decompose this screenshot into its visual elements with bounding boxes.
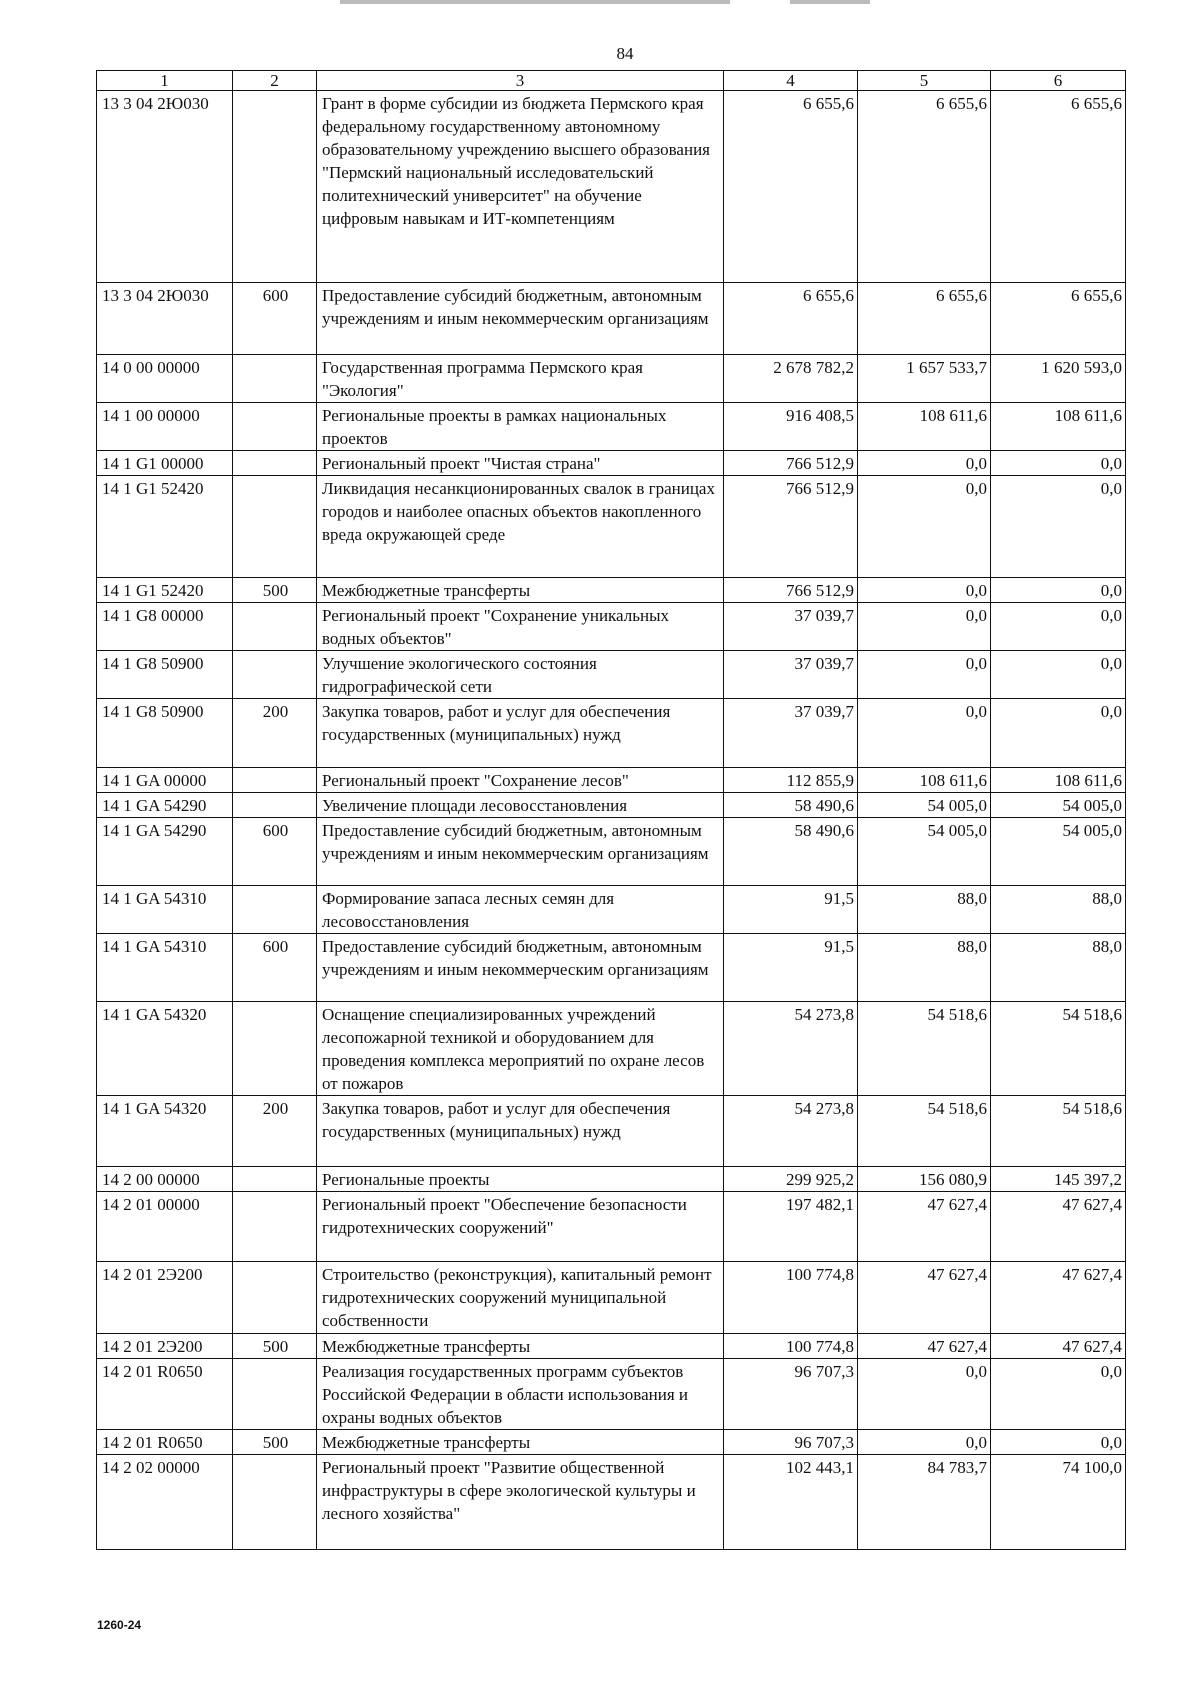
table-row bbox=[97, 603, 1126, 651]
row-value-col6: 47 627,4 bbox=[991, 1262, 1126, 1334]
row-expense-type bbox=[233, 1192, 317, 1262]
row-code: 14 2 01 2Э200 bbox=[97, 1262, 233, 1334]
row-value-col6: 6 655,6 bbox=[991, 91, 1126, 283]
row-value-col6: 0,0 bbox=[991, 603, 1126, 651]
table-row bbox=[97, 476, 1126, 578]
table-row bbox=[97, 886, 1126, 934]
row-name: Увеличение площади лесовосстановления bbox=[317, 793, 724, 818]
row-code: 14 1 GA 54320 bbox=[97, 1096, 233, 1167]
row-value-col6: 145 397,2 bbox=[991, 1167, 1126, 1192]
row-expense-type bbox=[233, 768, 317, 793]
row-expense-type: 500 bbox=[233, 1334, 317, 1359]
row-expense-type: 600 bbox=[233, 934, 317, 1002]
row-value-col6: 54 005,0 bbox=[991, 818, 1126, 886]
row-value-col4: 58 490,6 bbox=[724, 793, 858, 818]
row-expense-type: 500 bbox=[233, 578, 317, 603]
row-code: 14 2 01 R0650 bbox=[97, 1359, 233, 1430]
row-name: Региональный проект "Сохранение уникальных водных объектов" bbox=[317, 603, 724, 651]
column-header: 1 bbox=[97, 71, 233, 91]
table-row bbox=[97, 768, 1126, 793]
row-expense-type: 600 bbox=[233, 818, 317, 886]
row-code: 14 1 G8 50900 bbox=[97, 699, 233, 768]
row-expense-type bbox=[233, 1167, 317, 1192]
row-value-col5: 54 518,6 bbox=[858, 1002, 991, 1096]
table-row bbox=[97, 1096, 1126, 1167]
row-name: Межбюджетные трансферты bbox=[317, 1334, 724, 1359]
table-row bbox=[97, 699, 1126, 768]
row-value-col6: 54 518,6 bbox=[991, 1096, 1126, 1167]
table-row bbox=[97, 1334, 1126, 1359]
row-value-col6: 108 611,6 bbox=[991, 768, 1126, 793]
table-row bbox=[97, 283, 1126, 355]
row-code: 13 3 04 2Ю030 bbox=[97, 283, 233, 355]
table-row bbox=[97, 578, 1126, 603]
row-value-col4: 2 678 782,2 bbox=[724, 355, 858, 403]
row-expense-type: 200 bbox=[233, 699, 317, 768]
row-expense-type: 600 bbox=[233, 283, 317, 355]
row-name: Грант в форме субсидии из бюджета Пермского края федеральному государственному автономному образовательному учреждению высшего образования "Пермский национальный исследовательский политехнический университет" на обучение цифровым навыкам и ИТ-компетенциям bbox=[317, 91, 724, 283]
row-value-col6: 0,0 bbox=[991, 1359, 1126, 1430]
row-value-col5: 54 005,0 bbox=[858, 793, 991, 818]
row-expense-type bbox=[233, 1359, 317, 1430]
row-expense-type bbox=[233, 793, 317, 818]
row-name: Межбюджетные трансферты bbox=[317, 578, 724, 603]
row-value-col6: 6 655,6 bbox=[991, 283, 1126, 355]
row-value-col4: 100 774,8 bbox=[724, 1334, 858, 1359]
scan-artifact bbox=[340, 0, 730, 4]
row-value-col5: 0,0 bbox=[858, 603, 991, 651]
row-value-col4: 37 039,7 bbox=[724, 699, 858, 768]
row-name: Закупка товаров, работ и услуг для обеспечения государственных (муниципальных) нужд bbox=[317, 1096, 724, 1167]
row-value-col6: 0,0 bbox=[991, 451, 1126, 476]
row-code: 14 1 G1 00000 bbox=[97, 451, 233, 476]
table-row bbox=[97, 1262, 1126, 1334]
row-value-col6: 88,0 bbox=[991, 886, 1126, 934]
row-expense-type bbox=[233, 651, 317, 699]
row-name: Строительство (реконструкция), капитальный ремонт гидротехнических сооружений муниципальной собственности bbox=[317, 1262, 724, 1334]
row-value-col5: 108 611,6 bbox=[858, 403, 991, 451]
row-value-col6: 108 611,6 bbox=[991, 403, 1126, 451]
row-value-col5: 0,0 bbox=[858, 1430, 991, 1455]
row-value-col5: 47 627,4 bbox=[858, 1192, 991, 1262]
row-code: 14 1 GA 54290 bbox=[97, 793, 233, 818]
row-code: 14 1 GA 54310 bbox=[97, 886, 233, 934]
row-name: Ликвидация несанкционированных свалок в границах городов и наиболее опасных объектов накопленного вреда окружающей среде bbox=[317, 476, 724, 578]
row-code: 14 1 GA 00000 bbox=[97, 768, 233, 793]
row-expense-type bbox=[233, 355, 317, 403]
row-code: 14 2 00 00000 bbox=[97, 1167, 233, 1192]
table-row bbox=[97, 1192, 1126, 1262]
row-name: Региональный проект "Чистая страна" bbox=[317, 451, 724, 476]
row-code: 14 1 00 00000 bbox=[97, 403, 233, 451]
row-value-col5: 0,0 bbox=[858, 578, 991, 603]
column-header: 6 bbox=[991, 71, 1126, 91]
row-value-col6: 0,0 bbox=[991, 699, 1126, 768]
row-value-col4: 6 655,6 bbox=[724, 91, 858, 283]
table-row bbox=[97, 451, 1126, 476]
row-expense-type bbox=[233, 403, 317, 451]
row-name: Региональный проект "Развитие общественной инфраструктуры в сфере экологической культуры и лесного хозяйства" bbox=[317, 1455, 724, 1550]
row-code: 14 2 01 00000 bbox=[97, 1192, 233, 1262]
row-value-col4: 58 490,6 bbox=[724, 818, 858, 886]
table-row bbox=[97, 651, 1126, 699]
row-expense-type bbox=[233, 603, 317, 651]
table-row bbox=[97, 793, 1126, 818]
table-row bbox=[97, 1167, 1126, 1192]
row-code: 14 2 01 R0650 bbox=[97, 1430, 233, 1455]
row-value-col4: 102 443,1 bbox=[724, 1455, 858, 1550]
row-code: 14 1 G8 00000 bbox=[97, 603, 233, 651]
row-value-col5: 88,0 bbox=[858, 886, 991, 934]
row-value-col5: 54 518,6 bbox=[858, 1096, 991, 1167]
row-value-col4: 916 408,5 bbox=[724, 403, 858, 451]
row-value-col4: 96 707,3 bbox=[724, 1430, 858, 1455]
row-value-col6: 0,0 bbox=[991, 651, 1126, 699]
table-row bbox=[97, 1430, 1126, 1455]
row-code: 14 1 G1 52420 bbox=[97, 578, 233, 603]
row-value-col4: 112 855,9 bbox=[724, 768, 858, 793]
row-code: 13 3 04 2Ю030 bbox=[97, 91, 233, 283]
row-value-col6: 88,0 bbox=[991, 934, 1126, 1002]
row-expense-type: 200 bbox=[233, 1096, 317, 1167]
row-name: Предоставление субсидий бюджетным, автономным учреждениям и иным некоммерческим организациям bbox=[317, 818, 724, 886]
row-value-col5: 88,0 bbox=[858, 934, 991, 1002]
row-value-col5: 0,0 bbox=[858, 1359, 991, 1430]
row-value-col5: 47 627,4 bbox=[858, 1334, 991, 1359]
row-value-col4: 299 925,2 bbox=[724, 1167, 858, 1192]
table-row bbox=[97, 818, 1126, 886]
row-value-col6: 47 627,4 bbox=[991, 1334, 1126, 1359]
page-number: 84 bbox=[616, 44, 634, 63]
row-name: Оснащение специализированных учреждений лесопожарной техникой и оборудованием для проведения комплекса мероприятий по охране лесов от пожаров bbox=[317, 1002, 724, 1096]
row-value-col4: 96 707,3 bbox=[724, 1359, 858, 1430]
row-expense-type bbox=[233, 91, 317, 283]
row-value-col5: 156 080,9 bbox=[858, 1167, 991, 1192]
table-row bbox=[97, 934, 1126, 1002]
table-row bbox=[97, 91, 1126, 283]
row-value-col6: 74 100,0 bbox=[991, 1455, 1126, 1550]
row-name: Региональный проект "Сохранение лесов" bbox=[317, 768, 724, 793]
row-name: Региональные проекты bbox=[317, 1167, 724, 1192]
row-code: 14 1 G1 52420 bbox=[97, 476, 233, 578]
row-expense-type bbox=[233, 451, 317, 476]
row-value-col4: 54 273,8 bbox=[724, 1002, 858, 1096]
row-value-col5: 6 655,6 bbox=[858, 283, 991, 355]
table-row bbox=[97, 1455, 1126, 1550]
table-row bbox=[97, 1359, 1126, 1430]
table-row bbox=[97, 1002, 1126, 1096]
row-value-col5: 84 783,7 bbox=[858, 1455, 991, 1550]
row-name: Формирование запаса лесных семян для лесовосстановления bbox=[317, 886, 724, 934]
row-code: 14 1 GA 54320 bbox=[97, 1002, 233, 1096]
row-code: 14 2 02 00000 bbox=[97, 1455, 233, 1550]
row-code: 14 1 G8 50900 bbox=[97, 651, 233, 699]
row-value-col6: 0,0 bbox=[991, 578, 1126, 603]
row-expense-type: 500 bbox=[233, 1430, 317, 1455]
row-value-col6: 0,0 bbox=[991, 476, 1126, 578]
row-name: Государственная программа Пермского края "Экология" bbox=[317, 355, 724, 403]
row-code: 14 1 GA 54290 bbox=[97, 818, 233, 886]
row-code: 14 0 00 00000 bbox=[97, 355, 233, 403]
table-row bbox=[97, 355, 1126, 403]
row-value-col4: 766 512,9 bbox=[724, 476, 858, 578]
row-value-col5: 108 611,6 bbox=[858, 768, 991, 793]
row-name: Улучшение экологического состояния гидрографической сети bbox=[317, 651, 724, 699]
row-value-col4: 197 482,1 bbox=[724, 1192, 858, 1262]
row-value-col4: 6 655,6 bbox=[724, 283, 858, 355]
row-value-col4: 91,5 bbox=[724, 886, 858, 934]
row-value-col6: 47 627,4 bbox=[991, 1192, 1126, 1262]
document-code: 1260-24 bbox=[97, 1618, 142, 1632]
row-value-col4: 766 512,9 bbox=[724, 451, 858, 476]
column-header: 2 bbox=[233, 71, 317, 91]
row-value-col4: 54 273,8 bbox=[724, 1096, 858, 1167]
row-value-col6: 0,0 bbox=[991, 1430, 1126, 1455]
row-name: Закупка товаров, работ и услуг для обеспечения государственных (муниципальных) нужд bbox=[317, 699, 724, 768]
row-expense-type bbox=[233, 1262, 317, 1334]
row-name: Предоставление субсидий бюджетным, автономным учреждениям и иным некоммерческим организациям bbox=[317, 283, 724, 355]
row-value-col4: 100 774,8 bbox=[724, 1262, 858, 1334]
scan-artifact bbox=[790, 0, 870, 4]
row-value-col5: 0,0 bbox=[858, 451, 991, 476]
row-value-col5: 6 655,6 bbox=[858, 91, 991, 283]
row-value-col4: 91,5 bbox=[724, 934, 858, 1002]
row-name: Региональные проекты в рамках национальных проектов bbox=[317, 403, 724, 451]
table-row bbox=[97, 403, 1126, 451]
row-value-col6: 54 518,6 bbox=[991, 1002, 1126, 1096]
row-expense-type bbox=[233, 476, 317, 578]
budget-table bbox=[96, 70, 1126, 1550]
row-value-col5: 0,0 bbox=[858, 476, 991, 578]
table-header-row bbox=[97, 71, 1126, 91]
row-value-col5: 0,0 bbox=[858, 651, 991, 699]
row-value-col4: 766 512,9 bbox=[724, 578, 858, 603]
row-value-col6: 1 620 593,0 bbox=[991, 355, 1126, 403]
column-header: 4 bbox=[724, 71, 858, 91]
row-name: Предоставление субсидий бюджетным, автономным учреждениям и иным некоммерческим организациям bbox=[317, 934, 724, 1002]
row-value-col4: 37 039,7 bbox=[724, 651, 858, 699]
row-name: Региональный проект "Обеспечение безопасности гидротехнических сооружений" bbox=[317, 1192, 724, 1262]
row-code: 14 1 GA 54310 bbox=[97, 934, 233, 1002]
row-value-col5: 54 005,0 bbox=[858, 818, 991, 886]
row-name: Межбюджетные трансферты bbox=[317, 1430, 724, 1455]
row-value-col5: 47 627,4 bbox=[858, 1262, 991, 1334]
row-value-col6: 54 005,0 bbox=[991, 793, 1126, 818]
row-expense-type bbox=[233, 886, 317, 934]
row-code: 14 2 01 2Э200 bbox=[97, 1334, 233, 1359]
row-value-col5: 1 657 533,7 bbox=[858, 355, 991, 403]
row-value-col4: 37 039,7 bbox=[724, 603, 858, 651]
row-expense-type bbox=[233, 1455, 317, 1550]
row-name: Реализация государственных программ субъектов Российской Федерации в области использования и охраны водных объектов bbox=[317, 1359, 724, 1430]
column-header: 5 bbox=[858, 71, 991, 91]
row-expense-type bbox=[233, 1002, 317, 1096]
row-value-col5: 0,0 bbox=[858, 699, 991, 768]
column-header: 3 bbox=[317, 71, 724, 91]
